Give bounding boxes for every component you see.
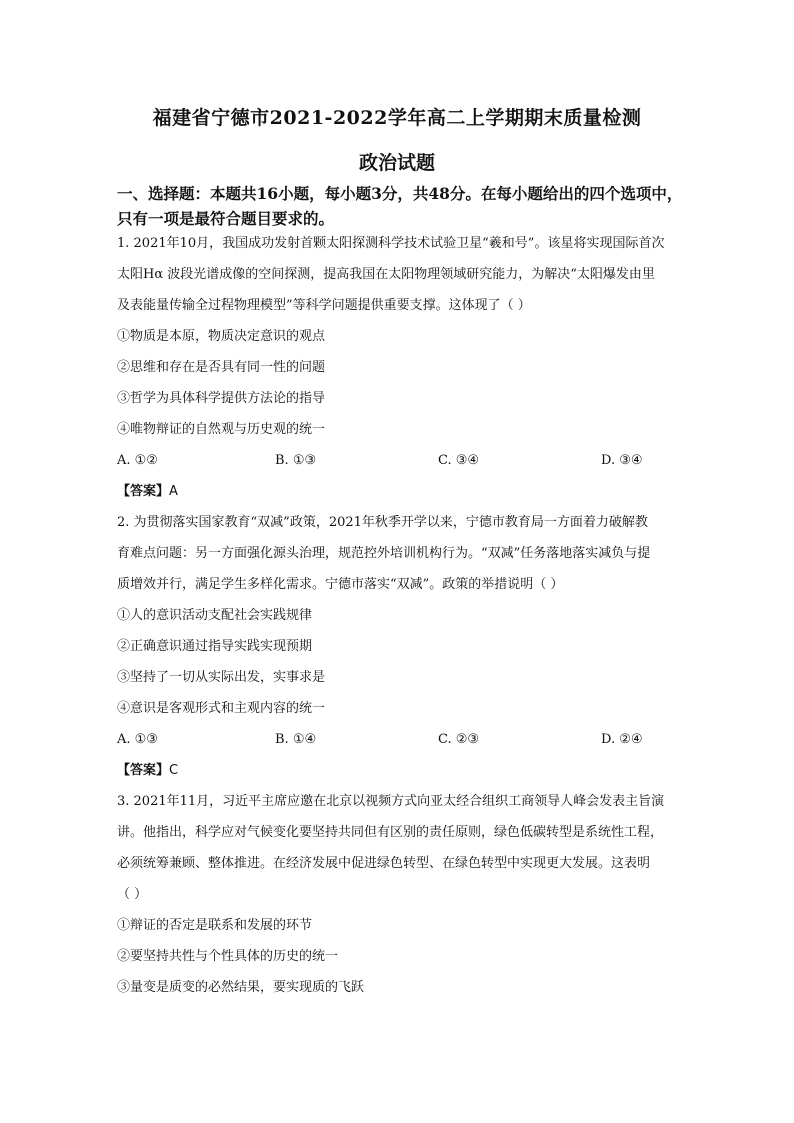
section-heading-line: 一、选择题：本题共16小题，每小题3分，共48分。在每小题给出的四个选项中， [117, 184, 683, 203]
answer-choices [117, 724, 697, 755]
statement-option: ②要坚持共性与个性具体的历史的统一 [117, 949, 339, 964]
question-stem: 必须统筹兼顾、整体推进。在经济发展中促进绿色转型、在绿色转型中实现更大发展。这表明 [117, 856, 651, 871]
exam-title: 福建省宁德市2021-2022学年高二上学期期末质量检测 [152, 107, 642, 129]
statement-option: ④唯物辩证的自然观与历史观的统一 [117, 422, 326, 437]
answer-label: 【答案】 [117, 763, 170, 778]
statement-option: ③哲学为具体科学提供方法论的指导 [117, 391, 326, 406]
answer-value: A [169, 484, 178, 499]
answer-value: C [169, 763, 179, 778]
question-stem: 3. 2021年11月，习近平主席应邀在北京以视频方式向亚太经合组织工商领导人峰会发表主旨演 [117, 794, 665, 809]
statement-option: ④意识是客观形式和主观内容的统一 [117, 701, 326, 716]
answer-label: 【答案】 [117, 484, 170, 499]
section-heading [117, 181, 697, 231]
answer-line [117, 476, 697, 507]
choice-c: C. ③④ [438, 453, 480, 468]
question-stem: 2. 为贯彻落实国家教育“双减”政策，2021年秋季开学以来，宁德市教育局一方面着力破解教 [117, 515, 648, 530]
choice-b: B. ①③ [275, 453, 317, 468]
statement-option: ②正确意识通过指导实践实现预期 [117, 639, 313, 654]
statement-option: ②思维和存在是否具有同一性的问题 [117, 360, 326, 375]
statement-option: ①人的意识活动支配社会实践规律 [117, 608, 313, 623]
choice-d: D. ③④ [601, 453, 643, 468]
question-list [117, 228, 697, 1003]
question-stem: 讲。他指出，科学应对气候变化要坚持共同但有区别的责任原则，绿色低碳转型是系统性工程， [117, 825, 664, 840]
answer-choices [117, 445, 697, 476]
question-stem: 育难点问题：另一方面强化源头治理，规范控外培训机构行为。“双减”任务落地落实减负与提 [117, 546, 651, 561]
choice-d: D. ②④ [601, 732, 643, 747]
choice-b: B. ①④ [275, 732, 317, 747]
exam-subtitle: 政治试题 [358, 152, 435, 174]
choice-c: C. ②③ [438, 732, 480, 747]
question-stem: 及表能量传输全过程物理模型”等科学问题提供重要支撑。这体现了（ ） [117, 298, 531, 313]
statement-option: ①辩证的否定是联系和发展的环节 [117, 918, 313, 933]
statement-option: ①物质是本原，物质决定意识的观点 [117, 329, 326, 344]
question-1 [117, 228, 697, 507]
question-stem: 质增效并行，满足学生多样化需求。宁德市落实“双减”。政策的举措说明（ ） [117, 577, 564, 592]
question-stem: 1. 2021年10月，我国成功发射首颗太阳探测科学技术试验卫星“羲和号”。该星将实现国际首次 [117, 236, 665, 251]
choice-a: A. ①③ [117, 732, 158, 747]
section-heading-line: 只有一项是最符合题目要求的。 [117, 209, 335, 228]
question-stem: 太阳Hα 波段光谱成像的空间探测，提高我国在太阳物理领域研究能力，为解决“太阳爆发由里 [117, 267, 655, 282]
question-2 [117, 507, 697, 786]
question-3 [117, 786, 697, 1003]
question-stem: （ ） [117, 887, 148, 902]
statement-option: ③坚持了一切从实际出发，实事求是 [117, 670, 326, 685]
statement-option: ③量变是质变的必然结果，要实现质的飞跃 [117, 980, 365, 995]
choice-a: A. ①② [117, 453, 158, 468]
answer-line [117, 755, 697, 786]
